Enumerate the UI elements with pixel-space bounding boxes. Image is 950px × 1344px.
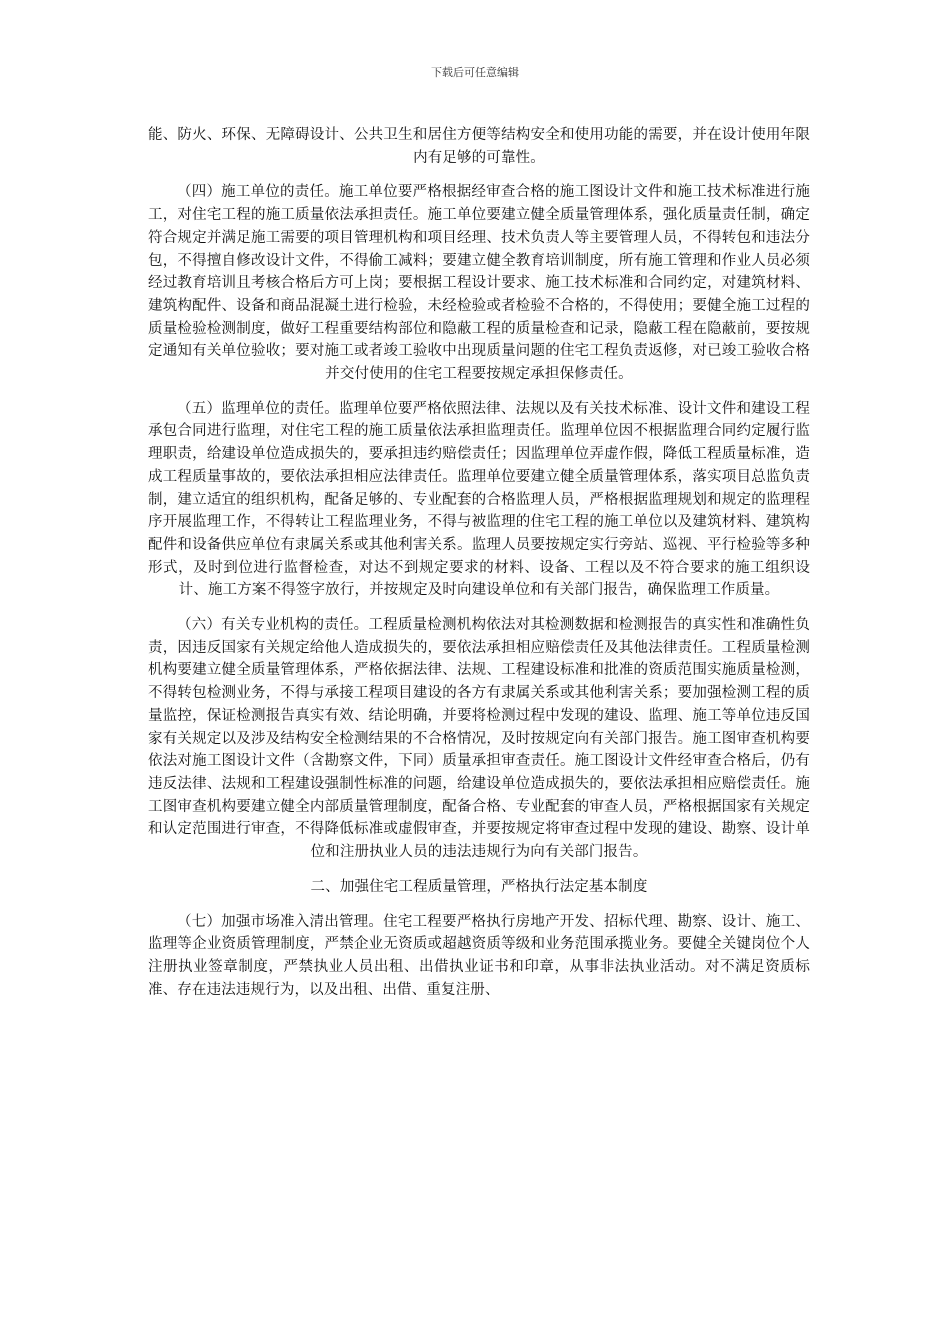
paragraph-professional-agencies: （六）有关专业机构的责任。工程质量检测机构依法对其检测数据和检测报告的真实性和准确性负责，因违反国家有关规定给他人造成损失的，要依法承担相应赔偿责任及其他法律责任。工程质量检测机构要建立健全质量管理体系，严格依据法律、法规、工程建设标准和批准的资质范围实施质量检测，不得转包检测业务，不得与承接工程项目建设的各方有隶属关系或其他利害关系；要加强检测工程的质量监控，保证检测报告真实有效、结论明确，并要将检测过程中发现的建设、监理、施工等单位违反国家有关规定以及涉及结构安全检测结果的不合格情况，及时按规定向有关部门报告。施工图审查机构要依法对施工图设计文件（含勘察文件，下同）质量承担审查责任。施工图设计文件经审查合格后，仍有违反法律、法规和工程建设强制性标准的问题，给建设单位造成损失的，要依法承担相应赔偿责任。施工图审查机构要建立健全内部质量管理制度，配备合格、专业配套的审查人员，严格根据国家有关规定和认定范围进行审查，不得降低标准或虚假审查，并要按规定将审查过程中发现的建设、勘察、设计单位和注册执业人员的违法违规行为向有关部门报告。 (148, 617, 810, 861)
document-body (148, 124, 810, 1013)
paragraph-market-access: （七）加强市场准入清出管理。住宅工程要严格执行房地产开发、招标代理、勘察、设计、施工、监理等企业资质管理制度，严禁企业无资质或超越资质等级和业务范围承揽业务。要健全关键岗位个人注册执业签章制度，严禁执业人员出租、出借执业证书和印章，从事非法执业活动。对不满足资质标准、存在违法违规行为，以及出租、出借、重复注册、 (148, 913, 810, 998)
paragraph-continuation: 能、防火、环保、无障碍设计、公共卫生和居住方便等结构安全和使用功能的需要，并在设计使用年限内有足够的可靠性。 (148, 127, 810, 166)
paragraph-supervision-unit: （五）监理单位的责任。监理单位要严格依照法律、法规以及有关技术标准、设计文件和建设工程承包合同进行监理，对住宅工程的施工质量依法承担监理责任。监理单位因不根据监理合同约定履行监理职责，给建设单位造成损失的，要承担违约赔偿责任；因监理单位弄虚作假，降低工程质量标准，造成工程质量事故的，要依法承担相应法律责任。监理单位要建立健全质量管理体系，落实项目总监负责制，建立适宜的组织机构，配备足够的、专业配套的合格监理人员，严格根据监理规划和规定的监理程序开展监理工作，不得转让工程监理业务，不得与被监理的住宅工程的施工单位以及建筑材料、建筑构配件和设备供应单位有隶属关系或其他利害关系。监理人员要按规定实行旁站、巡视、平行检验等多种形式，及时到位进行监督检查，对达不到规定要求的材料、设备、工程以及不符合要求的施工组织设计、施工方案不得签字放行，并按规定及时向建设单位和有关部门报告，确保监理工作质量。 (148, 400, 810, 599)
paragraph-construction-unit: （四）施工单位的责任。施工单位要严格根据经审查合格的施工图设计文件和施工技术标准进行施工，对住宅工程的施工质量依法承担责任。施工单位要建立健全质量管理体系，强化质量责任制，确定符合规定并满足施工需要的项目管理机构和项目经理、技术负责人等主要管理人员，不得转包和违法分包，不得擅自修改设计文件，不得偷工减料；要建立健全教育培训制度，所有施工管理和作业人员必须经过教育培训且考核合格后方可上岗；要根据工程设计要求、施工技术标准和合同约定，对建筑材料、建筑构配件、设备和商品混凝土进行检验，未经检验或者检验不合格的，不得使用；要健全施工过程的质量检验检测制度，做好工程重要结构部位和隐蔽工程的质量检查和记录，隐蔽工程在隐蔽前，要按规定通知有关单位验收；要对施工或者竣工验收中出现质量问题的住宅工程负责返修，对已竣工验收合格并交付使用的住宅工程要按规定承担保修责任。 (148, 184, 810, 383)
section-heading: 二、加强住宅工程质量管理，严格执行法定基本制度 (310, 878, 648, 895)
page-header: 下载后可任意编辑 (431, 66, 519, 79)
